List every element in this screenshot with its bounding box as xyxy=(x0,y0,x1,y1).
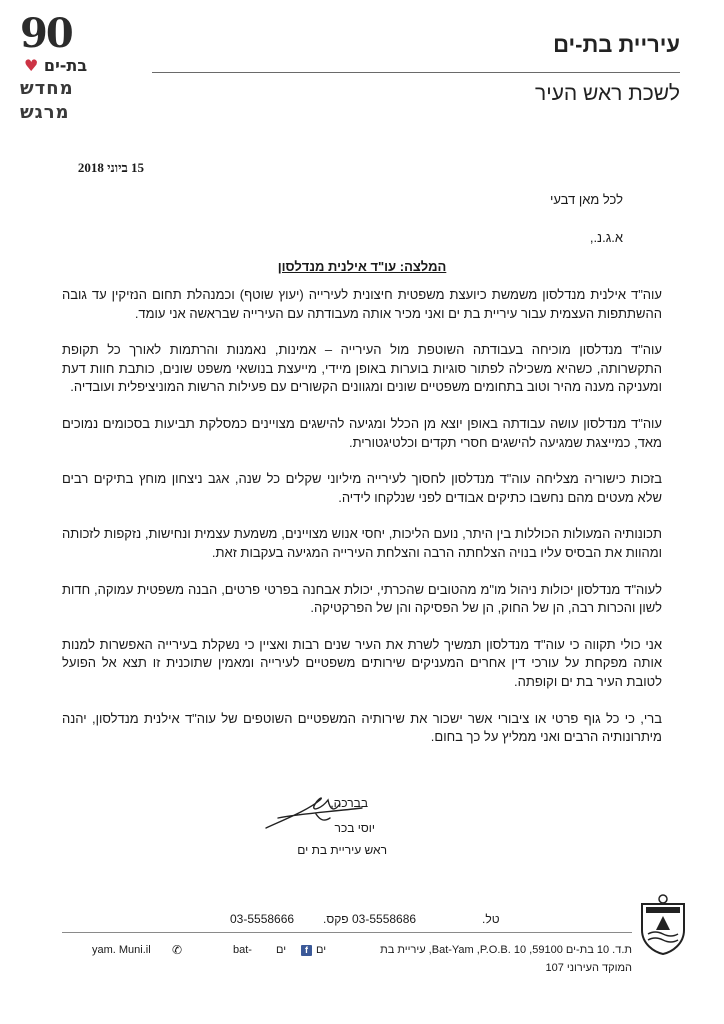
postal-address: ת.ד. 10 בת-ים 59100, Bat-Yam ,P.O.B. 10, עיריית בת xyxy=(380,944,632,956)
logo-slogan-2: מרגש xyxy=(20,102,70,123)
fax-label: פקס. xyxy=(323,912,349,926)
paragraph: עוה"ד מנדלסון מוכיחה בעבודתה השוטפת מול העירייה – אמינות, נאמנות והרתמות לאורך כל תקופת התקשרותה, כשהיא משכילה לפתור סוגיות בוערות באופן מיידי, מייעצת בנושאי משפט שונים, כותבת חוות דעת ומעניקה מענה מהיר וטוב בתחומים משפטיים שונים ומגוונים הקשורים עם פעילות הרשות המוניציפלית ועובדיה. xyxy=(62,342,662,395)
website-url: yam. Muni.il xyxy=(92,944,151,956)
tel-label: טל. xyxy=(482,912,500,926)
closing: בברכה, xyxy=(330,796,368,810)
facebook-label: ים xyxy=(316,944,327,956)
paragraph: תכונותיה המעולות הכוללות בין היתר, נועם הליכות, יחסי אנוש מצויינים, משמעת עצמית ונחישות, נזקפות לזכותה ומהוות את הבסיס עליו בנויה הצלחתה הרבה והצלחת העירייה המגיעה בעקבות זאת. xyxy=(62,526,662,560)
letter-subject: המלצה: עו"ד אילנית מנדלסון xyxy=(277,259,447,274)
paragraph: לעוה"ד מנדלסון יכולות ניהול מו"מ מהטובים שהכרתי, יכולת אבחנה בפרטי פרטים, הבנה משפטית עמוקה, חדות לשון והכרות רבה, הן של החוק, הן של הפסיקה והן של הפרקטיקה. xyxy=(62,581,662,616)
letter-body xyxy=(62,286,662,765)
heart-icon: ♥ xyxy=(24,56,39,75)
facebook-icon: f xyxy=(301,945,312,956)
signer-title: ראש עיריית בת ים xyxy=(297,843,387,857)
municipal-hotline: המוקד העירוני 107 xyxy=(545,962,632,974)
greeting: א.ג.נ., xyxy=(589,230,623,245)
paragraph: עוה"ד מנדלסון עושה עבודתה באופן יוצא מן הכלל ומגיעה להישגים מצויינים כמסלקת תביעות בסכומים נמוכים מאד, כמייצגת שמגיעה להישגים חסרי תקדים וכלטיגטורית. xyxy=(62,415,662,450)
fax-number: 03-5558666 xyxy=(230,912,295,926)
signer-name: יוסי בכר xyxy=(334,821,375,835)
social-line xyxy=(92,944,362,960)
footer-divider xyxy=(62,932,632,933)
logo-slogan-1: מחדש xyxy=(20,78,74,99)
paragraph: בזכות כישוריה מצליחה עוה"ד מנדלסון לחסוך לעירייה מיליוני שקלים כל שנה, אגב ניצחון מוחץ בתיקים רבים שלא מעטים מהם נחשבו כתיקים אבודים לפני שנלקחו לידיה. xyxy=(62,471,662,505)
site-label-suffix: ים xyxy=(276,944,287,956)
site-label-prefix: bat- xyxy=(233,944,252,956)
tel-number: 03-5558686 xyxy=(352,912,417,926)
phone-icon: ✆ xyxy=(172,943,183,957)
salutation: לכל מאן דבעי xyxy=(549,192,623,207)
header-divider xyxy=(152,72,680,73)
city-seal-icon xyxy=(632,894,694,956)
contact-line xyxy=(178,912,508,930)
municipality-name: עיריית בת-ים xyxy=(553,32,680,57)
paragraph: עוה"ד אילנית מנדלסון משמשת כיועצת משפטית חיצונית לעירייה (יעוץ שוטף) וכמנהלת תחום הנזיקין עד גובה ההשתתפות העצמית עבור עיריית בת ים ואני מכיר אותה מעבודתה עם העירייה שבראשה אני עומד. xyxy=(62,287,662,321)
logo-ninety: 90 xyxy=(20,10,72,57)
municipality-logo xyxy=(18,10,90,126)
logo-city xyxy=(24,56,87,75)
mayor-office: לשכת ראש העיר xyxy=(535,82,680,105)
paragraph: אני כולי תקווה כי עוה"ד מנדלסון תמשיך לשרת את העיר שנים רבות ואציין כי נשקלת בעירייה האפשרות למנות אותה מפקחת על עורכי דין אחרים המעניקים שירותים משפטיים לעירייה ומאמין שתוכנית זו תצא אל הפועל לטובת העיר בת ים וקופתה. xyxy=(62,636,662,689)
paragraph: ברי, כי כל גוף פרטי או ציבורי אשר ישכור את שירותיה המשפטיים השוטפים של עוה"ד אילנית מנדלסון, יהנה מיתרונותיה הרבים ואני ממליץ על כך בחום. xyxy=(62,710,662,745)
logo-city-text: בת-ים xyxy=(43,56,88,75)
letter-date: 15 ביוני 2018 xyxy=(77,160,144,175)
